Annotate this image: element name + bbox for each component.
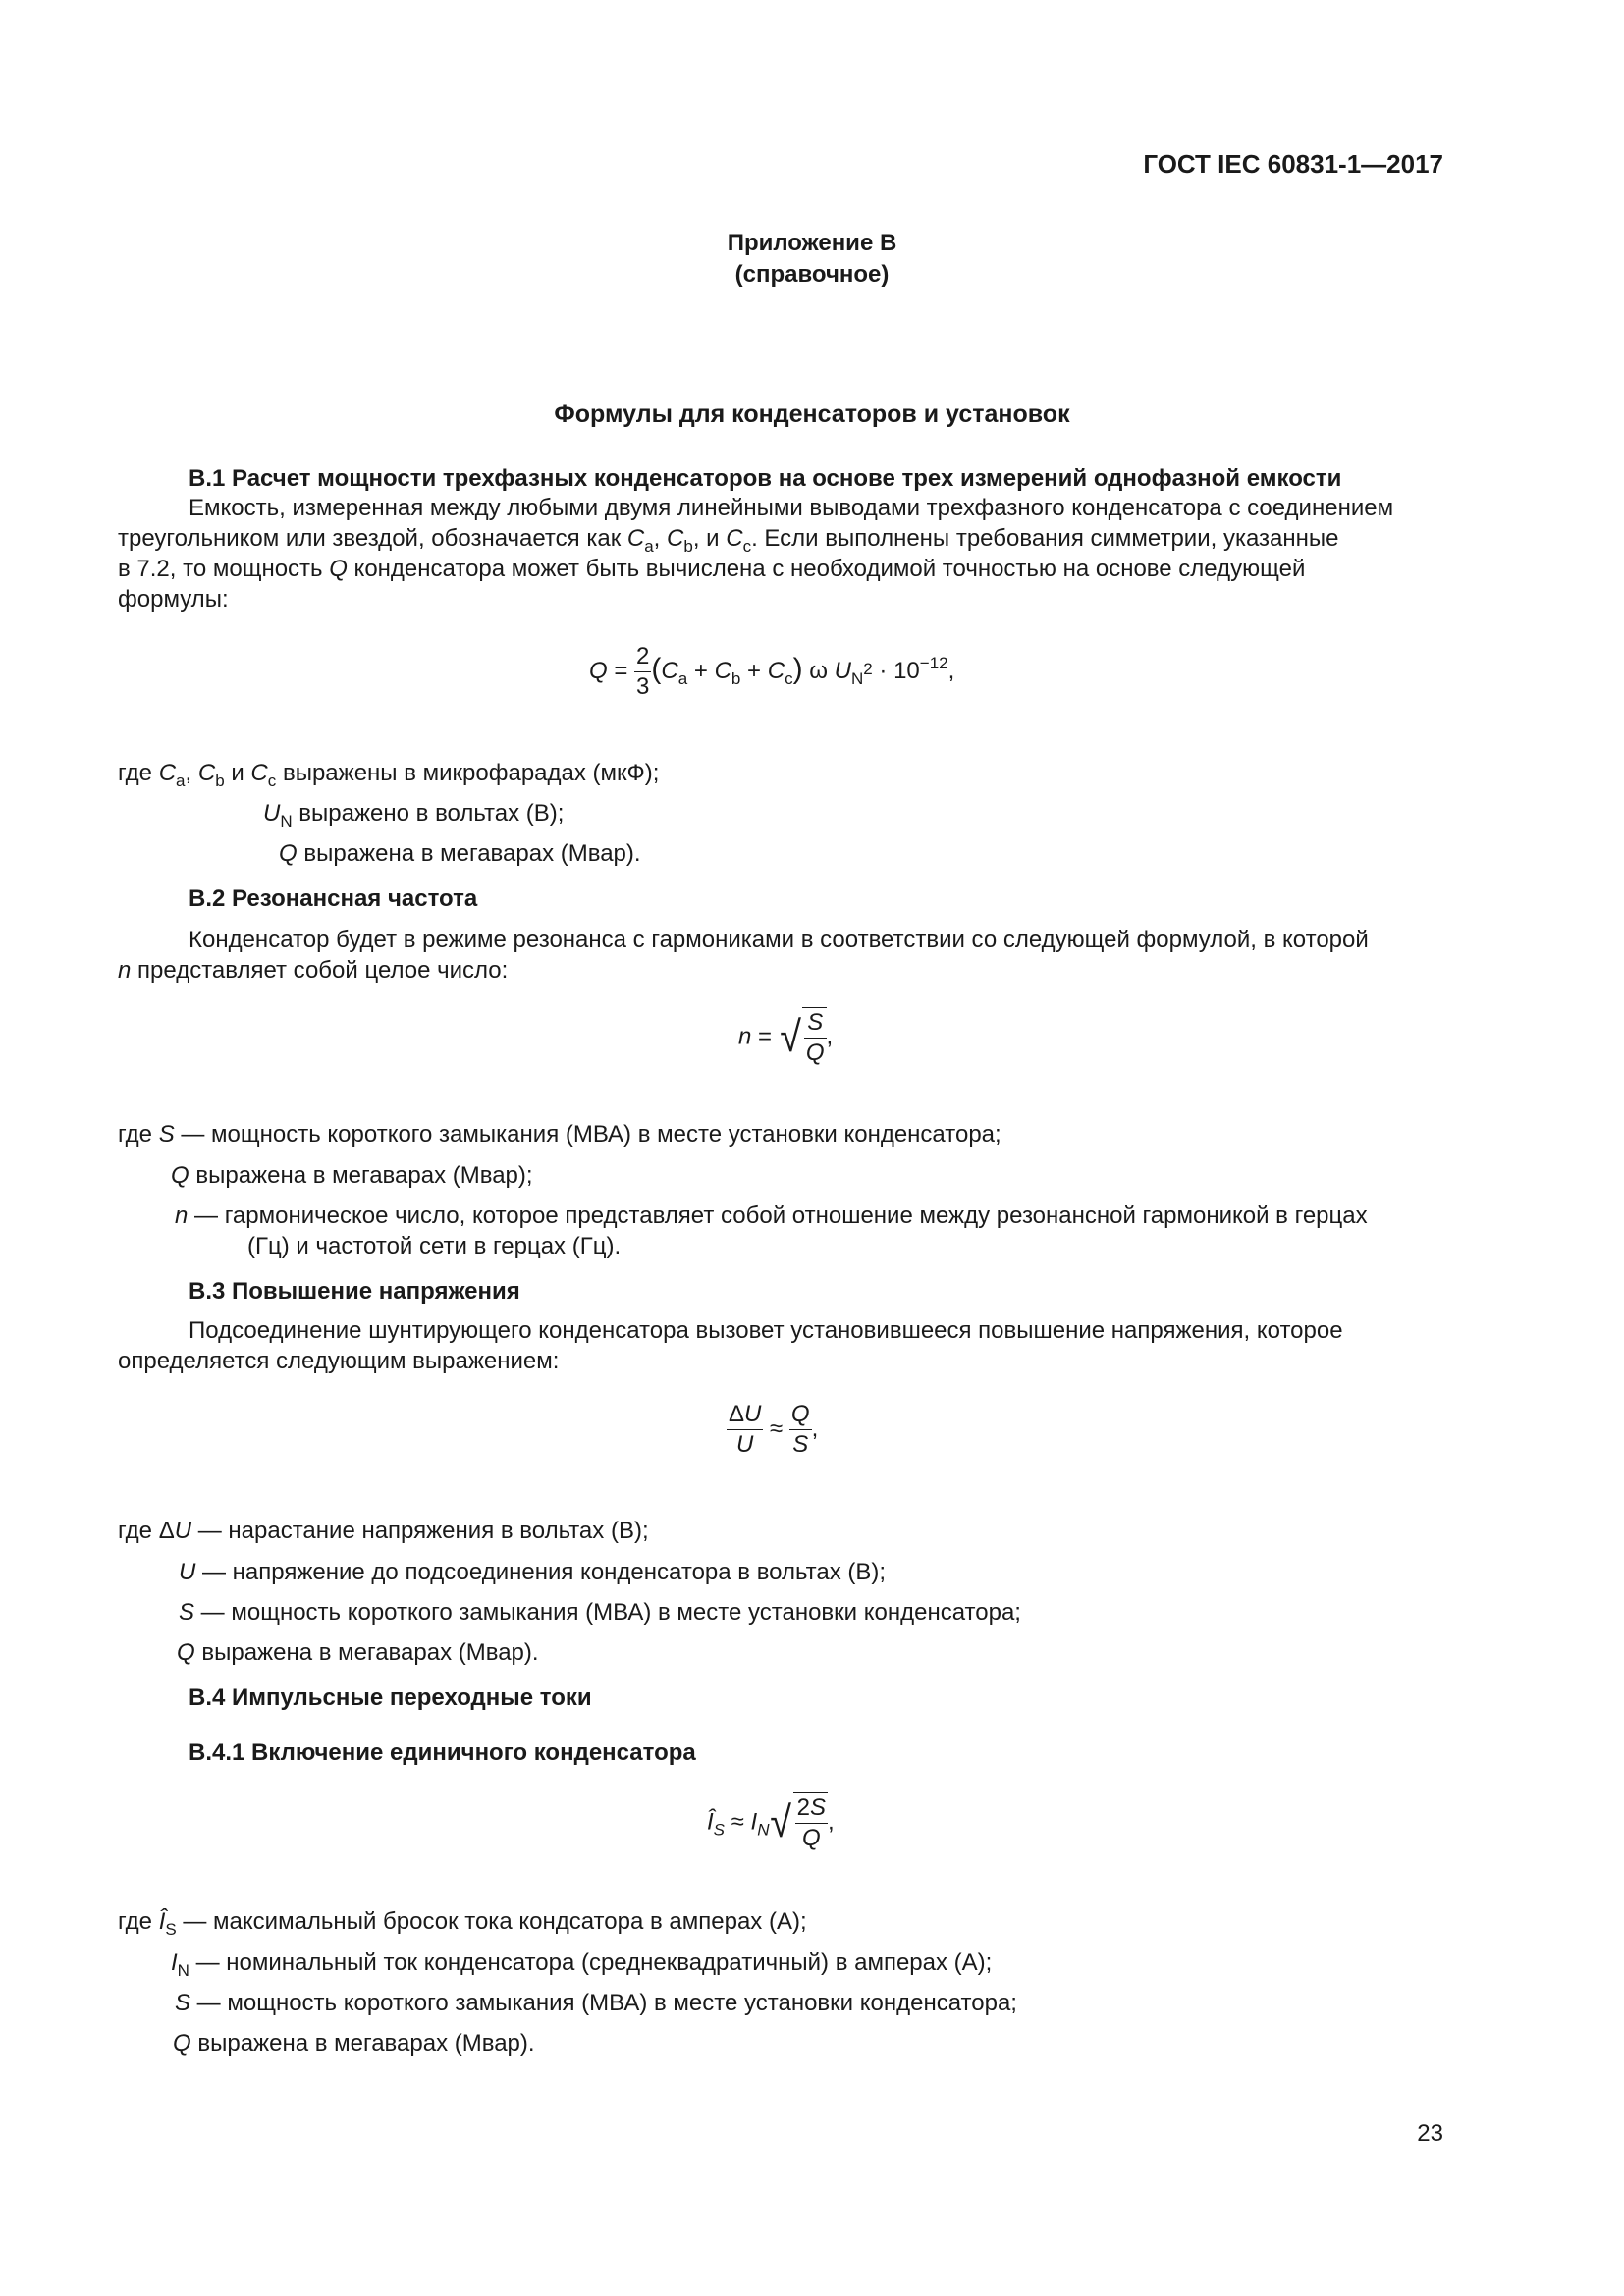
- b2-para-line2: n представляет собой целое число:: [118, 957, 509, 984]
- b2-where-line3: n — гармоническое число, которое представляет собой отношение между резонансной гармоникой в герцах: [175, 1202, 1368, 1229]
- page-number: 23: [1417, 2120, 1443, 2147]
- section-b3-heading: В.3 Повышение напряжения: [189, 1278, 520, 1305]
- annex-type: (справочное): [734, 261, 890, 288]
- b3-where-line1: где ΔU — нарастание напряжения в вольтах (В);: [118, 1518, 649, 1544]
- b1-where-line1: где $C_a$, $C_b$ и $C_c$ выражены в микрофарадах (мкФ);: [118, 760, 660, 790]
- section-b4-heading: В.4 Импульсные переходные токи: [189, 1684, 592, 1711]
- b1-para-line1: Емкость, измеренная между любыми двумя линейными выводами трехфазного конденсатора с соединением: [189, 495, 1394, 521]
- b2-where-line1: где S — мощность короткого замыкания (МВА) в месте установки конденсатора;: [118, 1121, 1001, 1148]
- formula-q: Q = $\frac{2}{3}$ $(C_a + C_b + C_c)$ ω $U_N^2 \cdot 10^{-12}$,: [589, 643, 955, 700]
- formula-du: $\frac{\Delta U}{U}$ ≈ $\frac{Q}{S}$ ,: [729, 1401, 819, 1458]
- b4-where-line3: S — мощность короткого замыкания (МВА) в месте установки конденсатора;: [175, 1990, 1017, 2016]
- formula-n: n = √ $\frac{S}{Q}$ ,: [738, 1009, 834, 1066]
- b2-where-line2: Q выражена в мегаварах (Мвар);: [171, 1162, 533, 1189]
- b1-para-line4: формулы:: [118, 586, 229, 613]
- b3-para-line2: определяется следующим выражением:: [118, 1348, 560, 1374]
- annex-title: Приложение В: [727, 230, 897, 256]
- b2-para-line1: Конденсатор будет в режиме резонанса с гармониками в соответствии со следующей формулой, в которой: [189, 927, 1369, 953]
- b4-where-line1: где $Î_S$ — максимальный бросок тока кондсатора в амперах (А);: [118, 1908, 807, 1939]
- b1-where-line2: $U_N$ выражено в вольтах (В);: [263, 800, 565, 830]
- b3-where-line4: Q выражена в мегаварах (Мвар).: [177, 1639, 539, 1666]
- section-b2-heading: В.2 Резонансная частота: [189, 885, 478, 912]
- b2-where-line4: (Гц) и частотой сети в герцах (Гц).: [247, 1233, 622, 1259]
- annex-heading: Формулы для конденсаторов и установок: [554, 400, 1070, 428]
- b4-where-line2: $I_N$ — номинальный ток конденсатора (среднеквадратичный) в амперах (А);: [171, 1949, 993, 1980]
- section-b41-heading: В.4.1 Включение единичного конденсатора: [189, 1739, 696, 1766]
- formula-is: $Î_S \approx I_N√$ $\frac{2S}{Q}$ ,: [707, 1794, 835, 1851]
- b3-para-line1: Подсоединение шунтирующего конденсатора вызовет установившееся повышение напряжения, которое: [189, 1317, 1343, 1344]
- section-b1-heading: В.1 Расчет мощности трехфазных конденсаторов на основе трех измерений однофазной емкости: [189, 465, 1342, 492]
- b4-where-line4: Q выражена в мегаварах (Мвар).: [173, 2030, 535, 2056]
- b1-where-line3: Q выражена в мегаварах (Мвар).: [279, 840, 641, 867]
- document-id: ГОСТ IEC 60831-1—2017: [1143, 149, 1443, 179]
- b1-para-line2: треугольником или звездой, обозначается как $C_a$, $C_b$, и $C_c$. Если выполнены требования симметрии, указанные: [118, 525, 1339, 556]
- b3-where-line2: U — напряжение до подсоединения конденсатора в вольтах (В);: [179, 1559, 887, 1585]
- b1-para-line3: в 7.2, то мощность Q конденсатора может быть вычислена с необходимой точностью на основе следующей: [118, 556, 1306, 582]
- b3-where-line3: S — мощность короткого замыкания (МВА) в месте установки конденсатора;: [179, 1599, 1021, 1626]
